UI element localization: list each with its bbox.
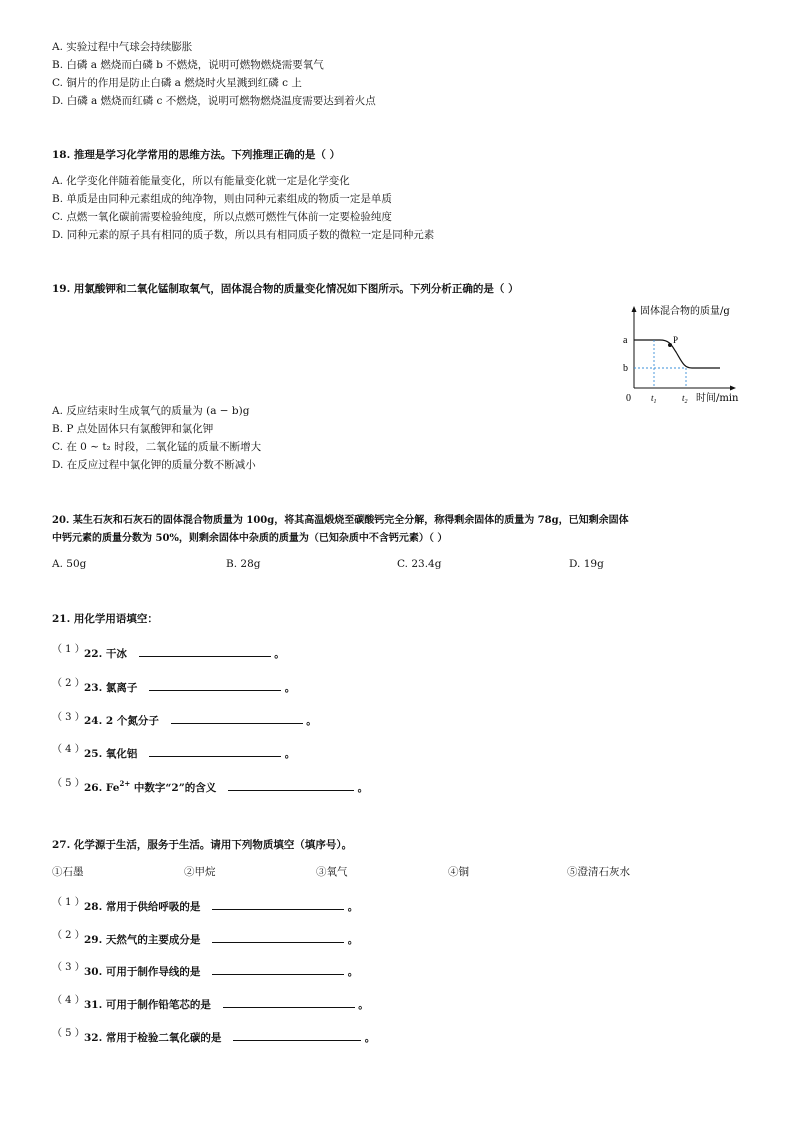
q21-item-5-text-after: 中数字“2”的含义: [130, 782, 217, 794]
q21-item-3: [84, 713, 317, 728]
q27-choice-4: ④铜: [448, 866, 469, 878]
q21-item-2-end: 。: [284, 682, 296, 694]
q19-option-d: D. 在反应过程中氯化钾的质量分数不断减小: [52, 459, 256, 471]
q21-item-2-text: 23. 氯离子: [84, 682, 138, 694]
q27-item-1: [84, 899, 358, 914]
q21-item-5-text: 26. Fe: [84, 782, 120, 794]
q27-sub-1-number: （ 1 ）: [52, 897, 85, 908]
q27-item-3-blank[interactable]: [212, 964, 344, 975]
q19-option-b: B. P 点处固体只有氯酸钾和氯化钾: [52, 423, 214, 435]
q21-item-1-end: 。: [274, 648, 285, 660]
point-p-label: P: [673, 335, 679, 345]
q18-option-d: D. 同种元素的原子具有相同的质子数，所以具有相同质子数的微粒一定是同种元素: [52, 229, 435, 241]
q27-item-4: [84, 997, 369, 1012]
q21-item-3-end: 。: [306, 715, 317, 727]
origin-label: 0: [626, 393, 631, 404]
q21-item-5-blank[interactable]: [228, 780, 354, 791]
q27-choice-2: ②甲烷: [184, 866, 216, 878]
q17-option-c: C. 铜片的作用是防止白磷 a 燃烧时火星溅到红磷 c 上: [52, 77, 302, 89]
q27-item-2-text: 29. 天然气的主要成分是: [84, 934, 201, 946]
q21-item-5-superscript: 2+: [119, 779, 131, 788]
a-label: a: [623, 335, 628, 346]
q21-item-2-blank[interactable]: [149, 680, 281, 691]
q20-stem-line1: 20. 某生石灰和石灰石的固体混合物质量为 100g，将其高温煅烧至碳酸钙完全分解，称得剩余固体的质量为 78g，已知剩余固体: [52, 515, 629, 526]
y-axis-label: 固体混合物的质量/g: [640, 306, 730, 317]
y-axis-arrow: [632, 306, 637, 312]
q27-item-4-text: 31. 可用于制作铅笔芯的是: [84, 999, 211, 1011]
q21-item-4-blank[interactable]: [149, 746, 281, 757]
q21-item-3-blank[interactable]: [171, 713, 303, 724]
q27-choice-5: ⑤澄清石灰水: [567, 866, 630, 878]
q27-item-2-blank[interactable]: [212, 932, 344, 943]
q21-stem: 21. 用化学用语填空：: [52, 613, 158, 625]
q21-item-1-blank[interactable]: [139, 646, 271, 657]
q27-item-5-end: 。: [364, 1032, 376, 1044]
q19-mass-time-graph: [614, 302, 774, 412]
t1-label: $t_1$: [651, 393, 657, 405]
q19-option-c: C. 在 0 ∼ t₂ 时段，二氧化锰的质量不断增大: [52, 441, 262, 453]
q27-item-1-end: 。: [347, 901, 359, 913]
q27-item-2-end: 。: [347, 934, 359, 946]
x-axis-arrow: [730, 386, 736, 391]
q21-item-2: [84, 680, 295, 695]
q21-item-4-end: 。: [284, 748, 296, 760]
q21-sub-3-number: （ 3 ）: [52, 712, 85, 723]
q27-sub-2-number: （ 2 ）: [52, 930, 85, 941]
q27-choice-1: ①石墨: [52, 866, 84, 878]
q27-item-1-text: 28. 常用于供给呼吸的是: [84, 901, 201, 913]
q21-item-5: [84, 779, 368, 795]
q20-option-d: D. 19g: [569, 558, 604, 570]
q21-item-3-text: 24. 2 个氮分子: [84, 715, 159, 727]
q18-stem: 18. 推理是学习化学常用的思维方法。下列推理正确的是（ ）: [52, 149, 341, 161]
q17-option-d: D. 白磷 a 燃烧而红磷 c 不燃烧，说明可燃物燃烧温度需要达到着火点: [52, 95, 376, 107]
q27-item-5-text: 32. 常用于检验二氧化碳的是: [84, 1032, 222, 1044]
q21-item-1: [84, 646, 285, 661]
q21-item-5-end: 。: [357, 782, 369, 794]
q18-option-c: C. 点燃一氧化碳前需要检验纯度，所以点燃可燃性气体前一定要检验纯度: [52, 211, 392, 223]
q27-item-5-blank[interactable]: [233, 1030, 361, 1041]
q18-option-a: A. 化学变化伴随着能量变化，所以有能量变化就一定是化学变化: [52, 175, 350, 187]
q21-sub-1-number: （ 1 ）: [52, 644, 85, 655]
q21-sub-2-number: （ 2 ）: [52, 678, 85, 689]
q21-item-4: [84, 746, 295, 761]
q27-item-3-text: 30. 可用于制作导线的是: [84, 966, 201, 978]
q27-item-4-blank[interactable]: [223, 997, 355, 1008]
q21-item-4-text: 25. 氧化铝: [84, 748, 138, 760]
q20-option-b: B. 28g: [226, 558, 261, 570]
q17-option-a: A. 实验过程中气球会持续膨胀: [52, 41, 193, 53]
q18-option-b: B. 单质是由同种元素组成的纯净物，则由同种元素组成的物质一定是单质: [52, 193, 392, 205]
q20-option-a: A. 50g: [52, 558, 87, 570]
q20-option-c: C. 23.4g: [397, 558, 442, 570]
q27-item-1-blank[interactable]: [212, 899, 344, 910]
q27-item-2: [84, 932, 358, 947]
b-label: b: [623, 363, 628, 374]
q27-choice-3: ③氧气: [316, 866, 348, 878]
q21-sub-4-number: （ 4 ）: [52, 744, 85, 755]
q21-item-1-text: 22. 干冰: [84, 648, 127, 660]
q21-sub-5-number: （ 5 ）: [52, 778, 85, 789]
q27-stem: 27. 化学源于生活，服务于生活。请用下列物质填空（填序号）。: [52, 839, 353, 851]
q27-sub-4-number: （ 4 ）: [52, 995, 85, 1006]
q19-option-a: A. 反应结束时生成氧气的质量为 (a − b)g: [52, 405, 250, 417]
q27-sub-3-number: （ 3 ）: [52, 962, 85, 973]
q27-item-3-end: 。: [347, 966, 359, 978]
q27-sub-5-number: （ 5 ）: [52, 1028, 85, 1039]
t2-label: $t_2$: [682, 393, 688, 405]
q27-item-3: [84, 964, 358, 979]
x-axis-label: 时间/min: [696, 393, 739, 404]
q19-stem: 19. 用氯酸钾和二氧化锰制取氧气，固体混合物的质量变化情况如下图所示。下列分析正确的是（ ）: [52, 283, 519, 295]
q27-item-5: [84, 1030, 375, 1045]
point-p: [668, 343, 672, 347]
q17-option-b: B. 白磷 a 燃烧而白磷 b 不燃烧，说明可燃物燃烧需要氧气: [52, 59, 324, 71]
q27-item-4-end: 。: [358, 999, 369, 1011]
q20-stem-line2: 中钙元素的质量分数为 50%，则剩余固体中杂质的质量为（已知杂质中不含钙元素）（ ）: [52, 533, 448, 544]
